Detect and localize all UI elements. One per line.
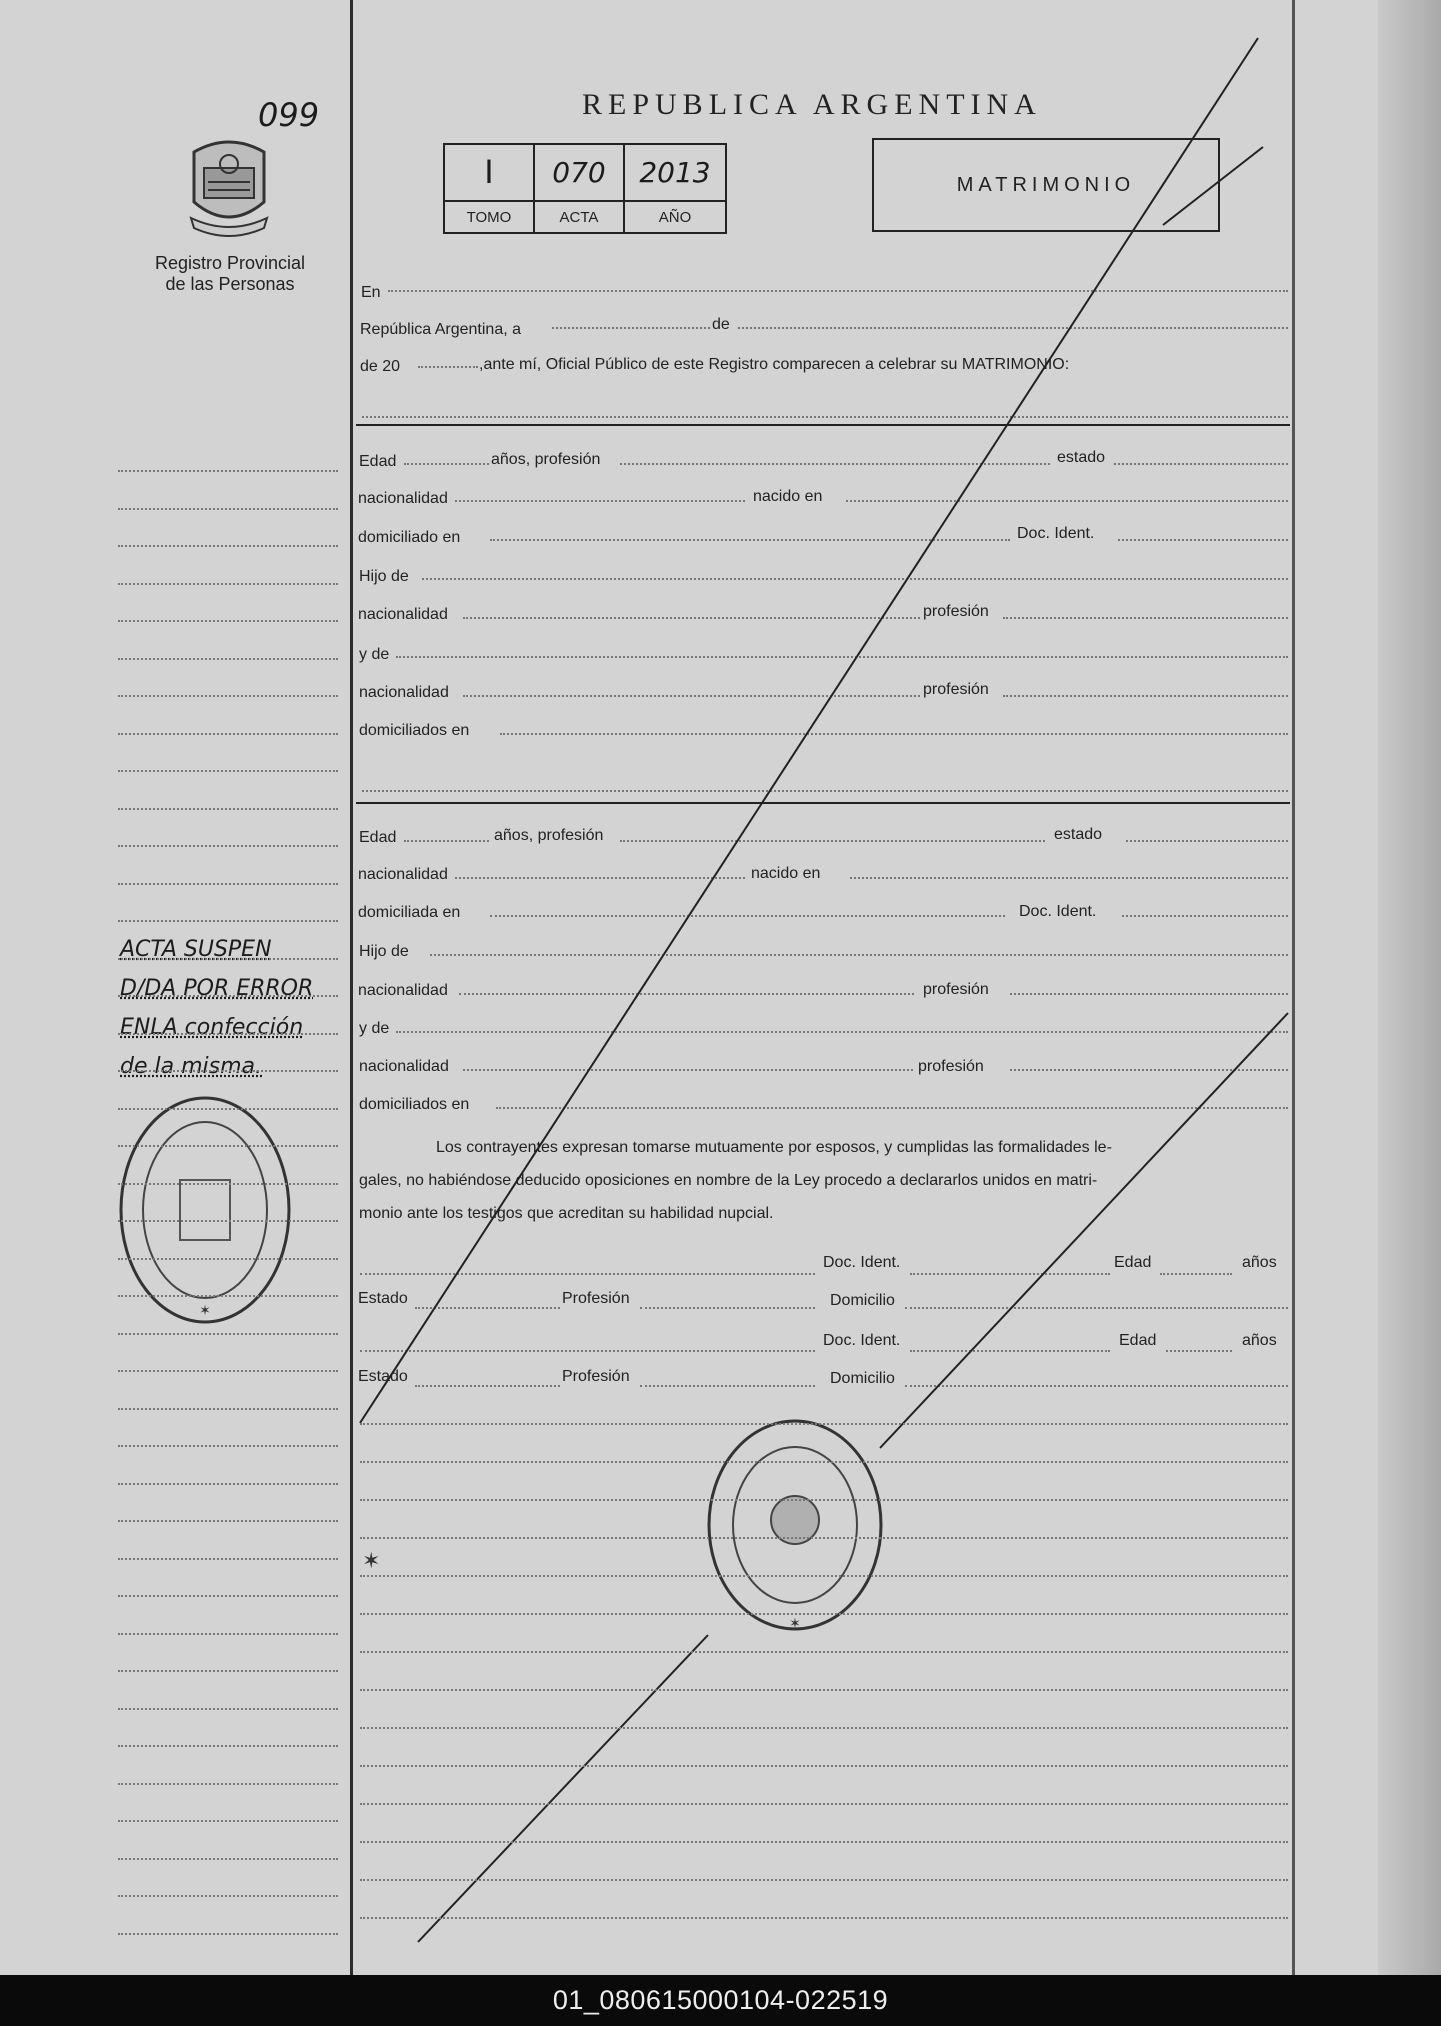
label-nacido-en: nacido en [753,488,823,505]
dotted-line [360,1575,1288,1577]
label-edad: Edad [359,829,397,846]
dotted-line [360,1803,1288,1805]
tomo-label: TOMO [445,200,535,234]
label-de: de [712,316,730,333]
dotted-line [360,1613,1288,1615]
registry-name-line1: Registro Provincial [154,253,306,273]
label-y-de: y de [359,1020,390,1037]
margin-dotted-line [118,545,338,547]
acta-value: 070 [552,156,606,189]
label-anos-profesion: años, profesión [491,451,601,468]
label-anos-profesion: años, profesión [494,827,604,844]
margin-dotted-line [118,1333,338,1335]
label-domiciliada-en: domiciliada en [358,904,461,921]
label-nacido-en: nacido en [751,865,821,882]
label-profesion: profesión [918,1058,984,1075]
margin-dotted-line [118,1295,338,1297]
label-ante-mi: ,ante mí, Oficial Público de este Registro comparecen a celebrar su MATRIMONIO: [479,356,1070,373]
margin-dotted-line [118,1370,338,1372]
svg-text:✶: ✶ [362,1549,381,1574]
label-profesion: Profesión [562,1368,630,1385]
margin-dotted-line [118,508,338,510]
label-profesion: profesión [923,981,989,998]
label-profesion: profesión [923,603,989,620]
margin-dotted-line [118,808,338,810]
margin-dotted-line [118,1595,338,1597]
margin-dotted-line [118,1108,338,1110]
dotted-line [360,1651,1288,1653]
label-anos: años [1242,1332,1277,1349]
ano-value: 2013 [639,156,711,189]
margin-dotted-line [118,695,338,697]
declaration-line-3: monio ante los testigos que acreditan su habilidad nupcial. [359,1205,774,1222]
svg-text:✶: ✶ [789,1615,801,1631]
label-domiciliado-en: domiciliado en [358,529,461,546]
label-republica: República Argentina, a [360,321,521,338]
country-title: REPUBLICA ARGENTINA [582,88,1042,121]
margin-dotted-line [118,845,338,847]
margin-dotted-line [118,1070,338,1072]
acta-label: ACTA [535,200,625,234]
label-nacionalidad: nacionalidad [358,490,448,507]
dotted-line [360,1727,1288,1729]
margin-dotted-line [118,583,338,585]
margin-dotted-line [118,1858,338,1860]
label-doc-ident: Doc. Ident. [1019,903,1097,920]
dotted-line [360,1765,1288,1767]
margin-note-line1: ACTA SUSPEN [120,937,272,962]
margin-note-line2: D/DA POR ERROR [120,976,314,1001]
margin-dotted-line [118,1558,338,1560]
label-estado: Estado [358,1368,408,1385]
margin-dotted-line [118,1033,338,1035]
label-edad: Edad [1114,1254,1152,1271]
label-profesion: profesión [923,681,989,698]
margin-dotted-line [118,1520,338,1522]
label-domiciliados-en: domiciliados en [359,1096,470,1113]
dotted-line [360,1879,1288,1881]
label-estado: estado [1054,826,1103,843]
margin-note-line4: de la misma. [120,1054,262,1079]
label-hijo-de: Hijo de [359,943,409,960]
margin-dotted-line [118,1783,338,1785]
margin-dotted-line [118,620,338,622]
margin-dotted-line [118,920,338,922]
label-profesion: Profesión [562,1290,630,1307]
margin-dotted-line [118,733,338,735]
label-domicilio: Domicilio [830,1292,895,1309]
margin-dotted-line [118,1258,338,1260]
label-doc-ident: Doc. Ident. [823,1254,901,1271]
label-domicilio: Domicilio [830,1370,895,1387]
label-y-de: y de [359,646,390,663]
label-hijo-de: Hijo de [359,568,409,585]
margin-dotted-line [118,1408,338,1410]
margin-dotted-line [118,1445,338,1447]
dotted-line [360,1841,1288,1843]
label-estado: Estado [358,1290,408,1307]
dotted-line [360,1537,1288,1539]
margin-dotted-line [118,1483,338,1485]
label-nacionalidad: nacionalidad [359,684,449,701]
margin-note-line3: ENLA confección [120,1015,304,1040]
declaration-line-1: Los contrayentes expresan tomarse mutuamente por esposos, y cumplidas las formalidades le- [436,1139,1112,1156]
margin-dotted-line [118,1183,338,1185]
dotted-line [360,1461,1288,1463]
label-nacionalidad: nacionalidad [359,1058,449,1075]
margin-dotted-line [118,658,338,660]
label-doc-ident: Doc. Ident. [1017,525,1095,542]
declaration-line-2: gales, no habiéndose deducido oposiciones en nombre de la Ley procedo a declararlos unidos en matri- [359,1172,1098,1189]
margin-dotted-line [118,1820,338,1822]
label-nacionalidad: nacionalidad [358,606,448,623]
margin-dotted-line [118,883,338,885]
margin-dotted-line [118,470,338,472]
margin-dotted-line [118,958,338,960]
margin-dotted-line [118,1708,338,1710]
dotted-line [360,1423,1288,1425]
record-type-label: MATRIMONIO [956,174,1136,196]
label-en: En [361,284,381,301]
margin-dotted-line [118,770,338,772]
label-anos: años [1242,1254,1277,1271]
registry-name-line2: de las Personas [165,274,295,294]
svg-text:✶: ✶ [199,1302,211,1318]
file-id-footer: 01_080615000104-022519 [0,1975,1441,2026]
label-domiciliados-en: domiciliados en [359,722,470,739]
margin-dotted-line [118,1895,338,1897]
margin-dotted-line [118,1933,338,1935]
margin-dotted-line [118,1145,338,1147]
dotted-line [360,1689,1288,1691]
margin-dotted-line [118,1220,338,1222]
label-nacionalidad: nacionalidad [358,982,448,999]
ano-label: AÑO [625,200,725,234]
label-estado: estado [1057,449,1106,466]
margin-dotted-line [118,1745,338,1747]
handwritten-record-number: 099 [258,96,320,134]
margin-dotted-line [118,1633,338,1635]
dotted-line [360,1499,1288,1501]
label-doc-ident: Doc. Ident. [823,1332,901,1349]
dotted-line [360,1917,1288,1919]
label-edad: Edad [1119,1332,1157,1349]
tomo-value: I [484,153,494,191]
margin-dotted-line [118,1670,338,1672]
label-de-20: de 20 [360,358,401,375]
label-edad: Edad [359,453,397,470]
label-nacionalidad: nacionalidad [358,866,448,883]
margin-dotted-line [118,995,338,997]
